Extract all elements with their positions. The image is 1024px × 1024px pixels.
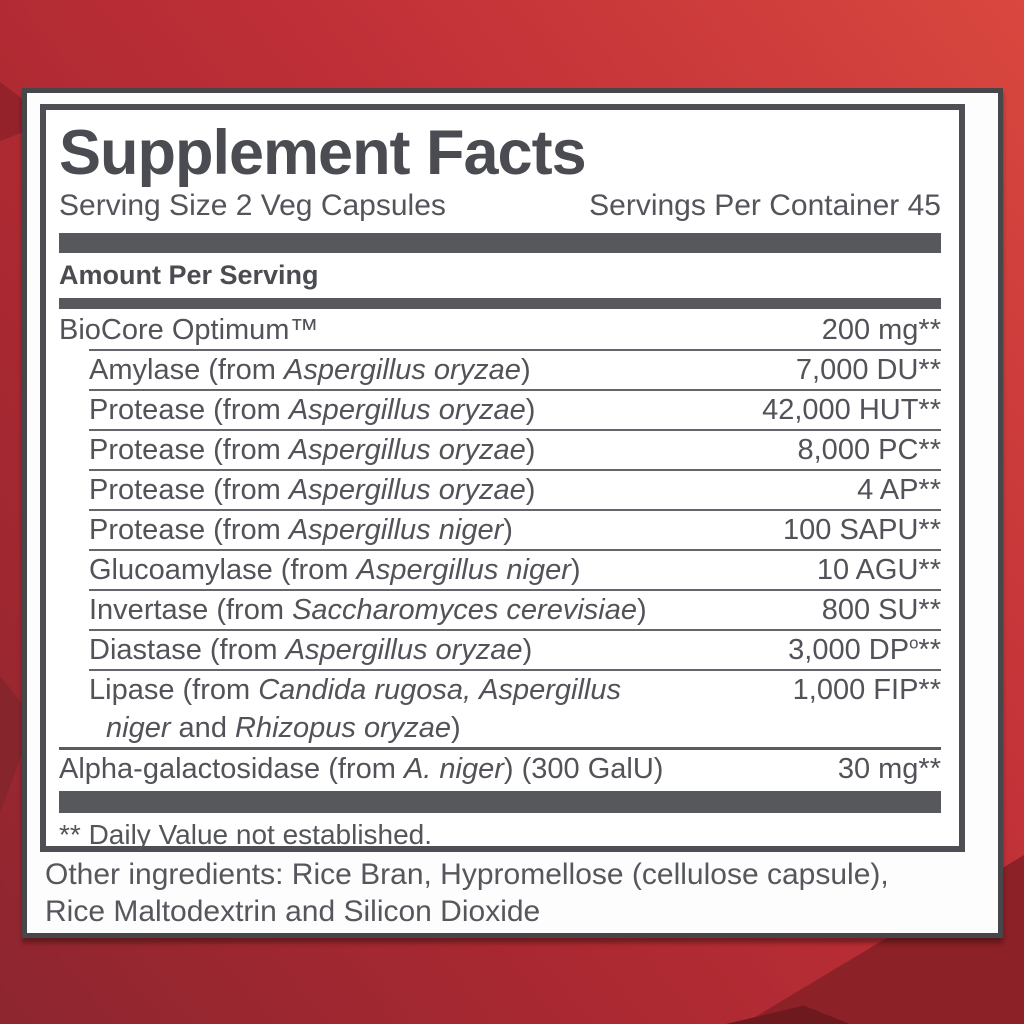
ingredient-amount: 4 AP** [857,474,941,506]
daily-value-footnote: ** Daily Value not established. [59,819,433,850]
ingredient-row [59,511,941,549]
ingredient-amount: 42,000 HUT** [762,394,941,426]
separator-bar-bottom [59,791,941,813]
ingredient-name: Protease (from Aspergillus niger) [89,514,513,546]
ingredient-amount: 100 SAPU** [783,514,941,546]
ingredient-amount: 7,000 DU** [795,354,941,386]
other-ingredients-line-2: Rice Maltodextrin and Silicon Dioxide [45,895,541,928]
ingredient-row [59,391,941,429]
ingredient-name: Protease (from Aspergillus oryzae) [89,394,536,426]
ingredient-table [59,311,941,788]
ingredient-row [59,671,941,747]
ingredient-row [59,591,941,629]
ingredient-row [59,631,941,669]
ingredient-amount: 30 mg** [837,753,941,785]
ingredient-name: Alpha-galactosidase (from A. niger) (300 GalU) [59,753,664,785]
ingredient-amount: 8,000 PC** [797,434,941,466]
ingredient-name: Glucoamylase (from Aspergillus niger) [89,554,581,586]
ingredient-name: Protease (from Aspergillus oryzae) [89,434,536,466]
ingredient-row [59,431,941,469]
ingredient-row [59,311,941,349]
supplement-label-card [22,88,1003,938]
ingredient-amount: 1,000 FIP** [792,674,941,706]
ingredient-row [59,551,941,589]
separator-bar-top [59,233,941,253]
ingredient-name: Diastase (from Aspergillus oryzae) [89,634,533,666]
ingredient-row [59,471,941,509]
other-ingredients [45,856,985,930]
ingredient-name: BioCore Optimum™ [59,314,319,346]
panel-title: Supplement Facts [59,118,586,188]
ingredient-row [59,351,941,389]
serving-size-text: Serving Size 2 Veg Capsules [59,189,446,222]
other-ingredients-line-1: Other ingredients: Rice Bran, Hypromellose (cellulose capsule), [45,858,889,891]
ingredient-row [59,750,941,788]
ingredient-amount: 200 mg** [821,314,941,346]
serving-info-row [59,189,941,223]
separator-bar-heading [59,298,941,309]
ingredient-amount: 10 AGU** [816,554,941,586]
ingredient-name: Amylase (from Aspergillus oryzae) [89,354,531,386]
servings-per-container-text: Servings Per Container 45 [589,189,941,222]
ingredient-name: Lipase (from Candida rugosa, Aspergillus niger and Rhizopus oryzae) [89,674,621,744]
amount-per-serving-heading: Amount Per Serving [59,260,319,290]
ingredient-amount: 800 SU** [821,594,941,626]
ingredient-name: Protease (from Aspergillus oryzae) [89,474,536,506]
ingredient-name: Invertase (from Saccharomyces cerevisiae) [89,594,647,626]
ingredient-amount: 3,000 $DP^o**$ [788,633,941,666]
supplement-facts-panel [40,104,965,852]
